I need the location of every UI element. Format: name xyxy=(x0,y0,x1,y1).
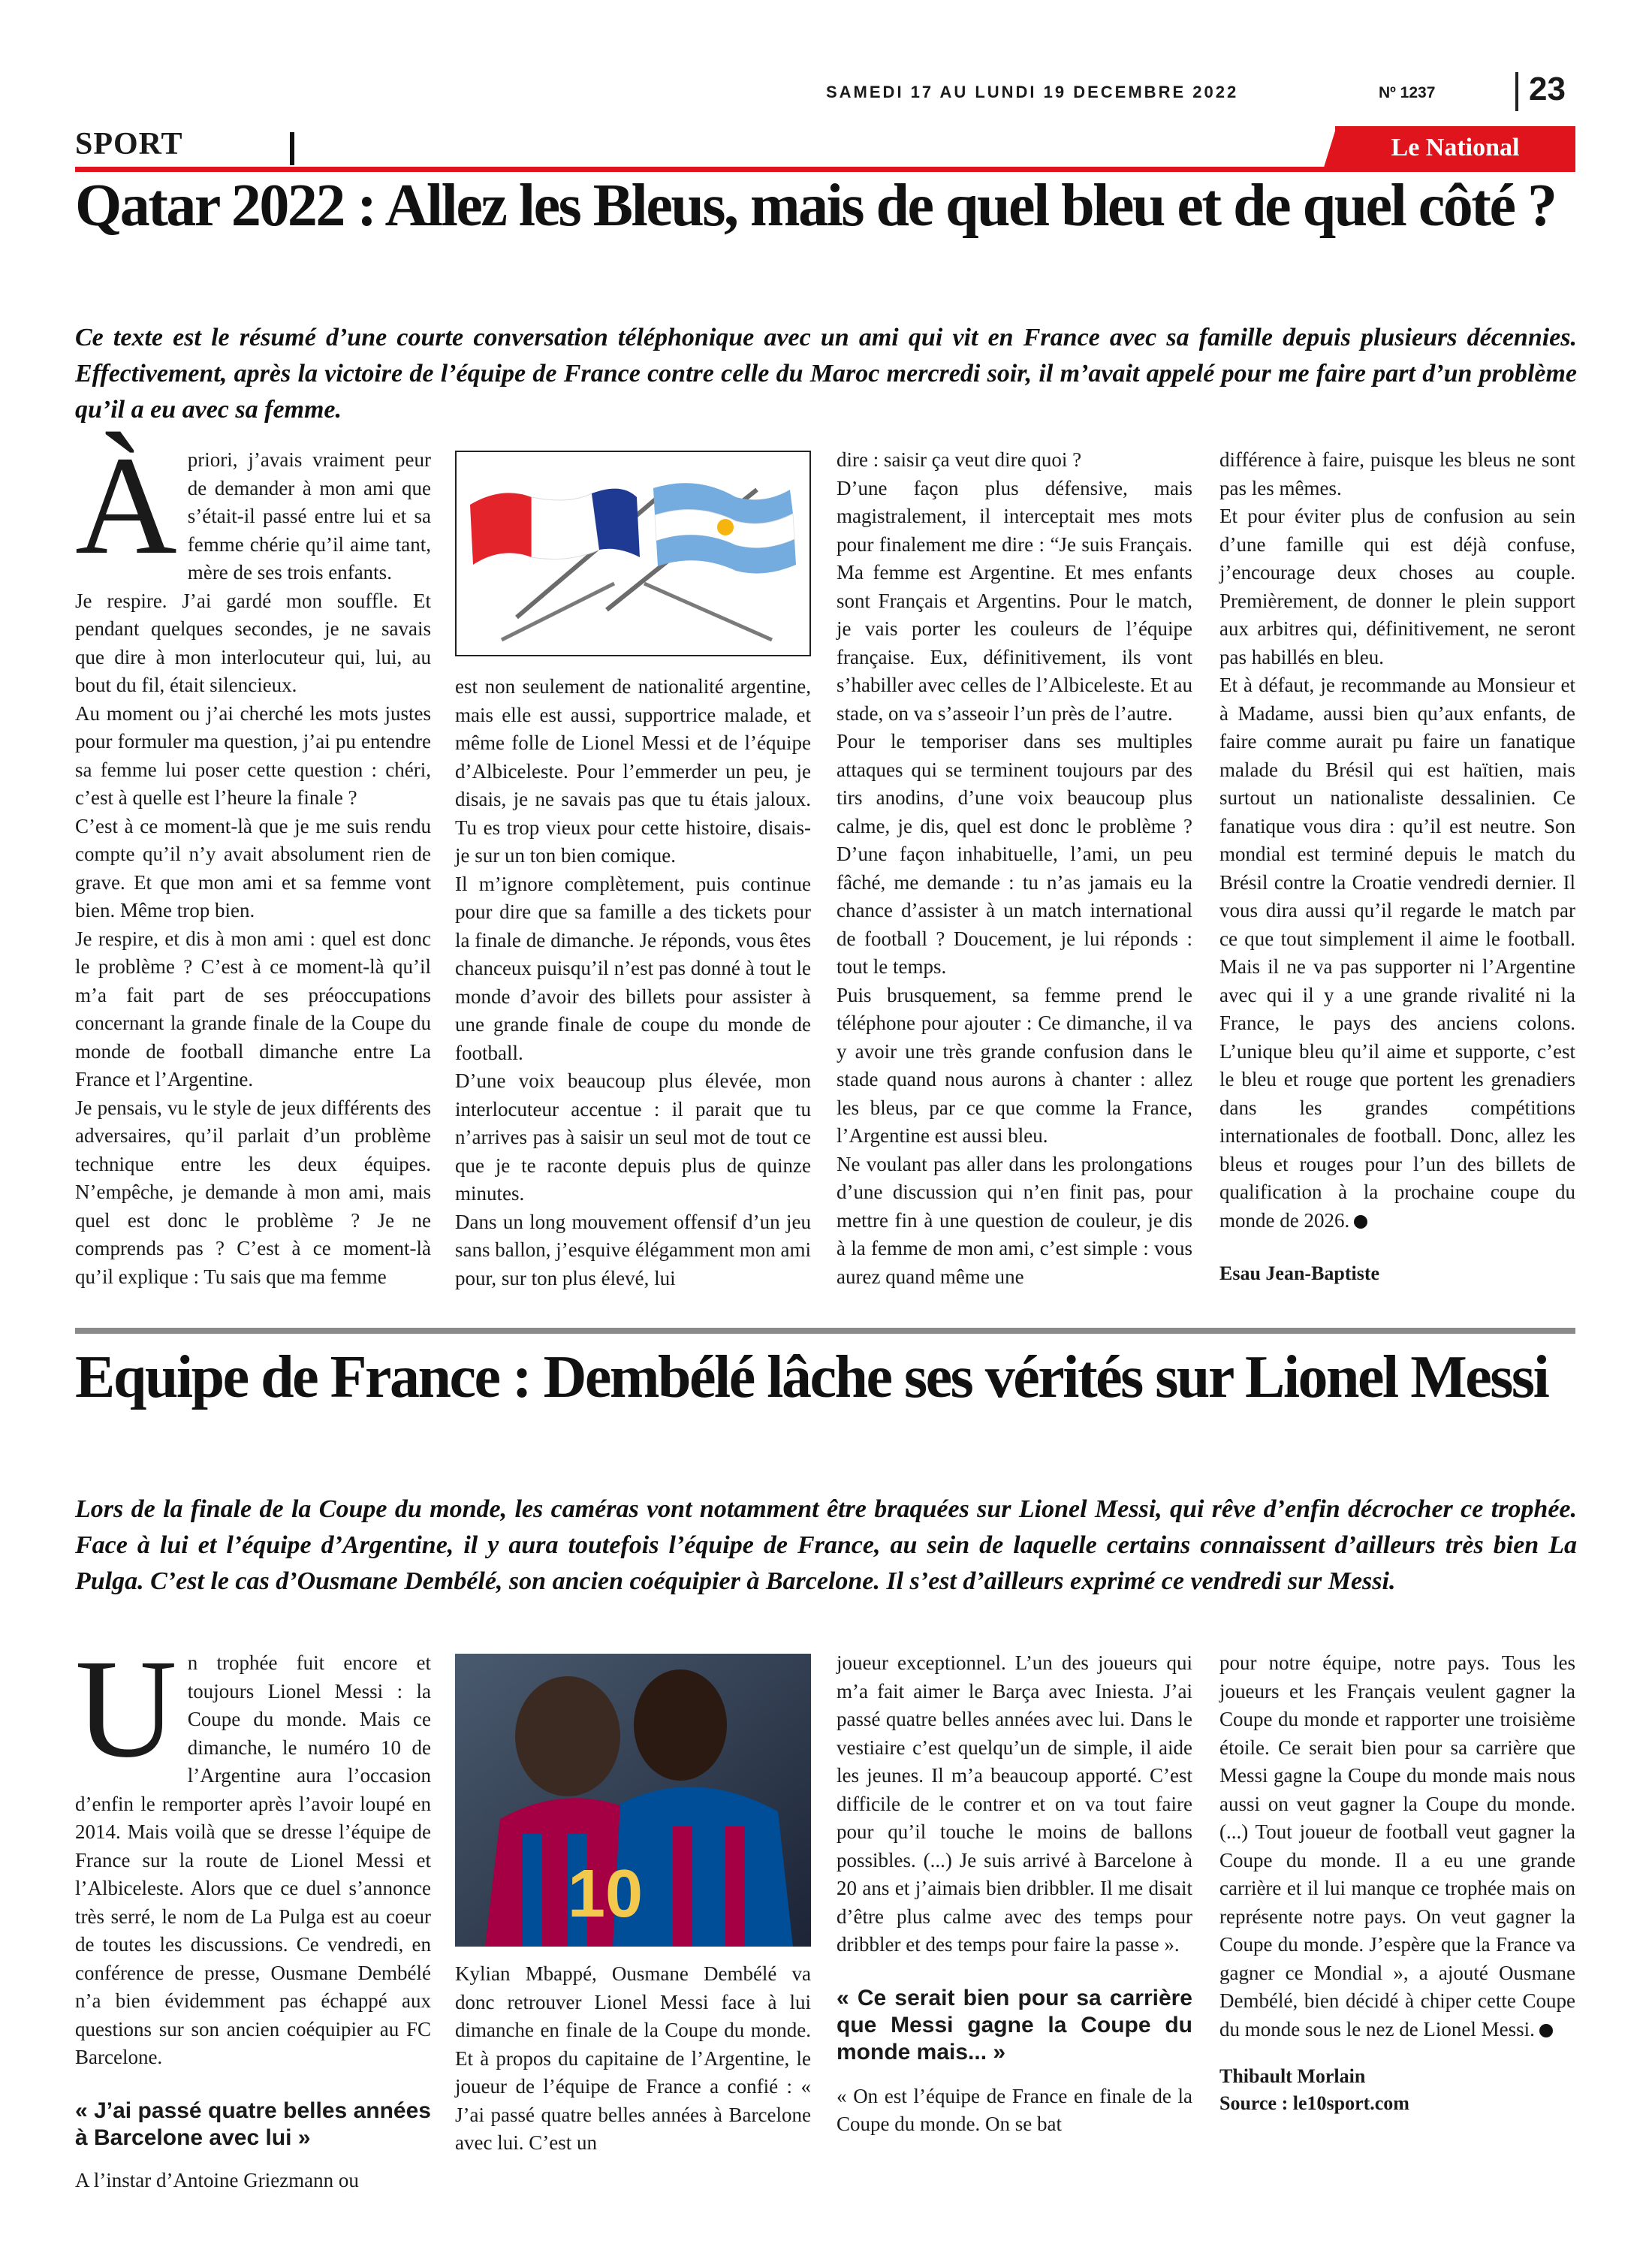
article2-photo xyxy=(455,1654,811,1947)
article1-dropcap: À xyxy=(75,427,177,584)
article1-title: Qatar 2022 : Allez les Bleus, mais de quel bleu et de quel côté ? xyxy=(75,173,1556,239)
paragraph: Je respire, et dis à mon ami : quel est donc le problème ? C’est à ce moment-là qu’il m’a fait part de ses préoccupations concernant la grande finale de la Coupe du monde de football dimanche entre La France et l’Argentine. xyxy=(75,927,431,1090)
paragraph: Je pensais, vu le style de jeux différents des adversaires, qu’il parlait d’un problème technique entre les deux équipes. N’empêche, je demande à mon ami, mais quel est donc le problème ? Je ne comprends pas ? C’est à ce moment-là qu’il explique : Tu sais que ma femme xyxy=(75,1096,431,1288)
photo-caption: Kylian Mbappé, Ousmane Dembélé va donc retrouver Lionel Messi face à lui dimanche en finale de la Coupe du monde. Et à propos du capitaine de l’Argentine, le joueur de l’équipe de France a confié : « J’ai passé quatre belles années à Barcelone avec lui. C’est un xyxy=(455,1962,811,2154)
section-divider xyxy=(290,132,294,165)
article1-column-1 xyxy=(75,427,431,1291)
end-mark-icon xyxy=(1539,2024,1553,2037)
end-mark-icon xyxy=(1354,1215,1367,1229)
article1-lead: Ce texte est le résumé d’une courte conversation téléphonique avec un ami qui vit en France avec sa famille depuis plusieurs décennies. Effectivement, après la victoire de l’équipe de France contre celle du Maroc mercredi soir, il m’avait appelé pour me faire part d’un problème qu’il a eu avec sa femme. xyxy=(75,324,1577,424)
issue-date: SAMEDI 17 AU LUNDI 19 DECEMBRE 2022 xyxy=(826,83,1239,101)
page-number: 23 xyxy=(1529,71,1566,107)
article2-column-3 xyxy=(837,1649,1192,2139)
paragraph: priori, j’avais vraiment peur de demander à mon ami que s’était-il passé entre lui et sa femme chérie qu’il aime tant, mère de ses trois enfants. xyxy=(187,448,431,584)
paragraph: n trophée fuit encore et toujours Lionel Messi : la Coupe du monde. Mais ce dimanche, le numéro 10 de l’Argentine aura l’occasion d’enfin le remporter après l’avoir loupé en 2014. Mais voilà que se dresse l’équipe de France sur la route de Lionel Messi et l’Albiceleste. Alors que ce duel s’annonce très serré, le nom de La Pulga est au coeur de toutes les discussions. Ce vendredi, en conférence de presse, Ousmane Dembélé n’a bien évidemment pas échappé aux questions sur son ancien coéquipier au FC Barcelone. xyxy=(75,1651,431,2068)
paragraph: Il m’ignore complètement, puis continue pour dire que sa famille a des tickets pour la finale de dimanche. Je réponds, vous êtes chanceux puisqu’il n’est pas donné à tout le monde d’avoir des billets pour assister à une grande finale de coupe du monde de football. xyxy=(455,872,811,1064)
paragraph-text: Et à défaut, je recommande au Monsieur et à Madame, aussi bien qu’aux enfants, de faire comme aurait pu faire un fanatique malade du Brésil qui est haïtien, mais surtout un nationaliste dessalinien. Ce fanatique vous dira : qu’il est neutre. Son mondial est terminé depuis le match du Brésil contre la Croatie vendredi dernier. Il vous dira aussi qu’il regarde le match par ce que tout simplement il aime le football. Mais il ne va pas supporter ni l’Argentine avec qui il y a une grande rivalité ni la France, le pays des anciens colons. L’unique bleu qu’il aime et supporte, c’est le bleu et rouge que portent les grenadiers dans les grandes compétitions internationales de football. Donc, allez les bleus et rouges pour l’un des billets de qualification à la prochaine coupe du monde de 2026. xyxy=(1219,674,1575,1232)
article2-subhead-2: « Ce serait bien pour sa carrière que Messi gagne la Coupe du monde mais... » xyxy=(837,1985,1192,2064)
paragraph: Et pour éviter plus de confusion au sein d’une famille qui est déjà confuse, j’encourage deux choses au couple. Premièrement, de donner le plein support aux arbitres qui, définitivement, ne seront pas habillés en bleu. xyxy=(1219,505,1575,668)
article1-column-4 xyxy=(1219,446,1575,1287)
article-separator xyxy=(75,1328,1575,1334)
paragraph: Ne voulant pas aller dans les prolongations d’une discussion qui n’en finit pas, pour mettre fin à une question de couleur, je dis à la femme de mon ami, c’est simple : vous aurez quand même une xyxy=(837,1152,1192,1288)
paragraph: D’une façon plus défensive, mais magistralement, il interceptait mes mots pour finalement me dire : “Je suis Français. Ma femme est Argentine. Et mes enfants sont Français et Argentins. Pour le match, je vais porter les couleurs de l’équipe française. Eux, définitivement, ils vont s’habiller avec celles de l’Albiceleste. Et au stade, on va s’asseoir l’un près de l’autre. xyxy=(837,476,1192,725)
header-rule xyxy=(75,167,1575,172)
article1-column-3 xyxy=(837,446,1192,1291)
paragraph: Puis brusquement, sa femme prend le téléphone pour ajouter : Ce dimanche, il va y avoir une très grande confusion dans le stade quand nous aurons à chanter : allez les bleus, par ce que comme la France, l’Argentine est aussi bleu. xyxy=(837,983,1192,1147)
article2-dropcap: U xyxy=(75,1630,177,1787)
brand-label: Le National xyxy=(1391,134,1520,161)
paragraph: D’une voix beaucoup plus élevée, mon interlocuteur accentue : il parait que tu n’arrives pas à saisir un seul mot de tout ce que je te raconte depuis plus de quinze minutes. xyxy=(455,1069,811,1205)
article2-author: Thibault Morlain xyxy=(1219,2065,1366,2087)
article2-lead: Lors de la finale de la Coupe du monde, les caméras vont notamment être braquées sur Lionel Messi, qui rêve d’enfin décrocher ce trophée. Face à lui et l’équipe d’Argentine, il y aura toutefois l’équipe de France, au sein de laquelle certains connaissent d’ailleurs très bien La Pulga. C’est le cas d’Ousmane Dembélé, son ancien coéquipier à Barcelone. Il s’est d’ailleurs exprimé ce vendredi sur Messi. xyxy=(75,1495,1577,1595)
paragraph: Au moment ou j’ai cherché les mots justes pour formuler ma question, j’ai pu entendre sa femme lui poser cette question : chéri, c’est à quelle est l’heure la finale ? xyxy=(75,701,431,809)
section-label: SPORT xyxy=(75,127,183,161)
flags-illustration xyxy=(457,452,809,655)
article1-flags-image xyxy=(455,451,811,656)
paragraph: est non seulement de nationalité argentine, mais elle est aussi, supportrice malade, et même folle de Lionel Messi et de l’équipe d’Albiceleste. Pour l’emmerder un peu, je disais, je ne savais pas que tu étais jaloux. Tu es trop vieux pour cette histoire, disais-je sur un ton bien comique. xyxy=(455,675,811,867)
brand-tab xyxy=(1335,126,1575,170)
paragraph: C’est à ce moment-là que je me suis rendu compte qu’il n’y avait absolument rien de grave. Et que mon ami et sa femme vont bien. Même trop bien. xyxy=(75,814,431,921)
paragraph: Pour le temporiser dans ses multiples attaques qui se terminent toujours par des tirs anodins, d’une voix beaucoup plus calme, je dis, quel est donc le problème ? D’une façon inhabituelle, l’ami, un peu fâché, me demande : tu n’as jamais eu la chance d’assister à un match international de football ? Doucement, je lui réponds : tout le temps. xyxy=(837,730,1192,978)
article2-subhead-1: « J’ai passé quatre belles années à Barcelone avec lui » xyxy=(75,2098,431,2150)
paragraph: A l’instar d’Antoine Griezmann ou xyxy=(75,2168,359,2191)
paragraph xyxy=(1219,671,1575,1235)
article2-title: Equipe de France : Dembélé lâche ses vérités sur Lionel Messi xyxy=(75,1344,1548,1410)
paragraph: différence à faire, puisque les bleus ne sont pas les mêmes. xyxy=(1219,448,1575,499)
paragraph: joueur exceptionnel. L’un des joueurs qui m’a fait aimer le Barça avec Iniesta. J’ai passé quatre belles années avec lui. Dans le vestiaire c’est quelqu’un de simple, il aide les jeunes. Il m’a beaucoup apporté. C’est difficile de le contrer et on va tout faire pour qu’il touche le moins de ballons possibles. (...) Je suis arrivé à Barcelone à 20 ans et j’aimais bien dribbler. Il me disait d’être plus calme avec des temps pour dribbler et des temps pour faire la passe ». xyxy=(837,1651,1192,1956)
players-photo-illustration xyxy=(455,1654,811,1947)
article2-source: Source : le10sport.com xyxy=(1219,2092,1409,2114)
paragraph xyxy=(1219,1649,1575,2043)
paragraph: dire : saisir ça veut dire quoi ? xyxy=(837,448,1082,471)
issue-number: Nº 1237 xyxy=(1379,84,1436,101)
paragraph-text: pour notre équipe, notre pays. Tous les joueurs et les Français veulent gagner la Coupe du monde et rapporter une troisième étoile. Ce serait bien pour sa carrière que Messi gagne la Coupe du monde mais nous aussi on veut gagner la Coupe du monde. (...) Tout joueur de football veut gagner la Coupe du monde. Il a eu une grande carrière et il lui manque ce trophée mais on représente notre pays. On veut gagner la Coupe du monde. J’espère que la France va gagner ce Mondial », a ajouté Ousmane Dembélé, bien décidé à chiper cette Coupe du monde sous le nez de Lionel Messi. xyxy=(1219,1651,1575,2040)
header-divider xyxy=(1515,72,1518,111)
paragraph: Je respire. J’ai gardé mon souffle. Et pendant quelques secondes, je ne savais que dire à mon interlocuteur qui, lui, au bout du fil, était silencieux. xyxy=(75,589,431,696)
article1-column-2 xyxy=(455,673,811,1292)
paragraph: Dans un long mouvement offensif d’un jeu sans ballon, j’esquive élégamment mon ami pour, sur ton plus élevé, lui xyxy=(455,1210,811,1289)
article2-column-4 xyxy=(1219,1649,1575,2117)
svg-text:10: 10 xyxy=(568,1856,644,1932)
paragraph: « On est l’équipe de France en finale de la Coupe du monde. On se bat xyxy=(837,2084,1192,2135)
article2-column-1 xyxy=(75,1630,431,2194)
article1-author: Esau Jean-Baptiste xyxy=(1219,1262,1380,1284)
article2-column-2 xyxy=(455,1960,811,2158)
